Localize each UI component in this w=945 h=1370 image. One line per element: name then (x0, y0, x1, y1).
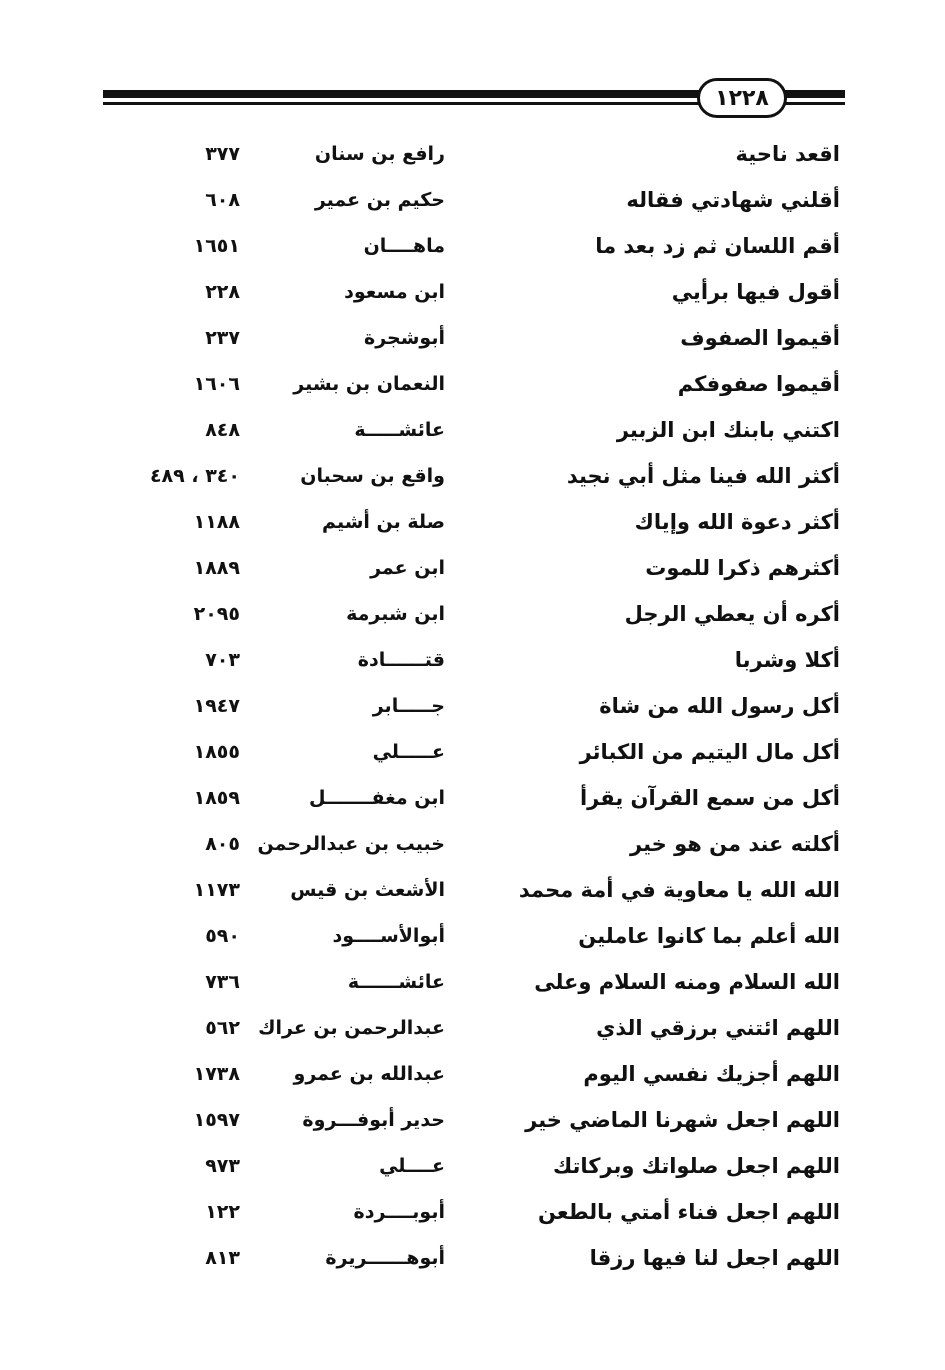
index-row (0, 544, 945, 590)
narrator-name: ابن عمر (370, 557, 445, 579)
reference-number: ١١٨٨ (193, 511, 240, 533)
narrator-name: حكيم بن عمير (314, 189, 445, 211)
reference-number: ٢٣٧ (205, 327, 240, 349)
index-row (0, 268, 945, 314)
hadith-phrase: أكل مال اليتيم من الكبائر (579, 740, 840, 764)
index-row (0, 176, 945, 222)
narrator-name: رافع بن سنان (314, 143, 445, 165)
reference-number: ١٦٥١ (193, 235, 240, 257)
index-row (0, 728, 945, 774)
index-row (0, 1188, 945, 1234)
narrator-name: عبدالله بن عمرو (293, 1063, 445, 1085)
narrator-name: خبيب بن عبدالرحمن (257, 833, 445, 855)
narrator-name: عــــلي (379, 1155, 445, 1177)
page-header (0, 0, 945, 130)
reference-number: ٩٧٣ (205, 1155, 240, 1177)
reference-number: ١١٧٣ (193, 879, 240, 901)
hadith-phrase: اللهم اجعل شهرنا الماضي خير (525, 1108, 840, 1132)
index-list (0, 130, 945, 1280)
index-row (0, 498, 945, 544)
index-row (0, 1234, 945, 1280)
hadith-phrase: أكل من سمع القرآن يقرأ (579, 786, 840, 810)
hadith-phrase: اللهم اجعل صلواتك وبركاتك (552, 1154, 840, 1178)
index-row (0, 1096, 945, 1142)
hadith-phrase: أكثر دعوة الله وإياك (634, 510, 840, 534)
index-row (0, 1142, 945, 1188)
reference-number: ٣٤٠ ، ٤٨٩ (149, 465, 240, 487)
hadith-phrase: أقم اللسان ثم زد بعد ما (595, 234, 840, 258)
hadith-phrase: الله الله يا معاوية في أمة محمد (518, 878, 840, 902)
index-row (0, 1050, 945, 1096)
hadith-phrase: اللهم ائتني برزقي الذي (596, 1016, 840, 1040)
hadith-phrase: أقول فيها برأيي (671, 280, 840, 304)
page-number: ١٢٢٨ (697, 78, 787, 118)
reference-number: ٢٠٩٥ (193, 603, 240, 625)
hadith-phrase: اللهم اجعل لنا فيها رزقا (589, 1246, 840, 1270)
narrator-name: ابن شبرمة (346, 603, 445, 625)
reference-number: ٣٧٧ (205, 143, 240, 165)
index-row (0, 958, 945, 1004)
reference-number: ١٨٥٩ (193, 787, 240, 809)
index-row (0, 314, 945, 360)
narrator-name: قتــــــادة (357, 649, 445, 671)
index-row (0, 866, 945, 912)
narrator-name: عائشــــــة (347, 971, 445, 993)
narrator-name: حدير أبوفـــروة (302, 1109, 445, 1131)
reference-number: ٨١٣ (205, 1247, 240, 1269)
hadith-phrase: أكلته عند من هو خير (630, 832, 840, 856)
index-row (0, 590, 945, 636)
narrator-name: ابن مغفـــــــل (309, 787, 445, 809)
reference-number: ١٥٩٧ (193, 1109, 240, 1131)
index-row (0, 1004, 945, 1050)
narrator-name: صلة بن أشيم (322, 511, 445, 533)
narrator-name: عائشـــــة (354, 419, 445, 441)
narrator-name: ابن مسعود (344, 281, 445, 303)
hadith-phrase: اللهم أجزيك نفسي اليوم (583, 1062, 840, 1086)
reference-number: ٢٢٨ (205, 281, 240, 303)
narrator-name: النعمان بن بشير (293, 373, 445, 395)
hadith-phrase: أكره أن يعطي الرجل (624, 602, 840, 626)
narrator-name: جـــــابر (372, 695, 445, 717)
reference-number: ٧٣٦ (205, 971, 240, 993)
index-row (0, 912, 945, 958)
reference-number: ٨٤٨ (205, 419, 240, 441)
index-row (0, 820, 945, 866)
index-row (0, 222, 945, 268)
narrator-name: أبوالأســــود (332, 925, 445, 947)
narrator-name: الأشعث بن قيس (290, 879, 445, 901)
narrator-name: أبوشجرة (364, 327, 445, 349)
narrator-name: ماهــــان (363, 235, 445, 257)
reference-number: ٨٠٥ (205, 833, 240, 855)
reference-number: ٥٦٢ (205, 1017, 240, 1039)
hadith-phrase: اكتني بابنك ابن الزبير (616, 418, 840, 442)
reference-number: ١٦٠٦ (193, 373, 240, 395)
index-row (0, 774, 945, 820)
hadith-phrase: أكثر الله فينا مثل أبي نجيد (566, 464, 840, 488)
hadith-phrase: أقلني شهادتي فقاله (626, 188, 840, 212)
index-row (0, 360, 945, 406)
narrator-name: واقع بن سحبان (300, 465, 445, 487)
hadith-phrase: الله أعلم بما كانوا عاملين (578, 924, 840, 948)
reference-number: ٧٠٣ (205, 649, 240, 671)
hadith-phrase: أكثرهم ذكرا للموت (645, 556, 840, 580)
hadith-phrase: الله السلام ومنه السلام وعلى (534, 970, 840, 994)
reference-number: ١٩٤٧ (193, 695, 240, 717)
narrator-name: أبوهــــــريرة (325, 1247, 445, 1269)
hadith-phrase: أكل رسول الله من شاة (599, 694, 840, 718)
hadith-phrase: أقيموا الصفوف (680, 326, 840, 350)
hadith-phrase: اللهم اجعل فناء أمتي بالطعن (538, 1200, 840, 1224)
reference-number: ٦٠٨ (205, 189, 240, 211)
hadith-phrase: أكلا وشربا (734, 648, 840, 672)
reference-number: ١٢٢ (205, 1201, 240, 1223)
index-row (0, 130, 945, 176)
index-row (0, 406, 945, 452)
index-row (0, 452, 945, 498)
narrator-name: عبدالرحمن بن عراك (258, 1017, 445, 1039)
reference-number: ١٨٥٥ (193, 741, 240, 763)
hadith-phrase: اقعد ناحية (735, 142, 840, 166)
index-row (0, 636, 945, 682)
narrator-name: عـــــلي (372, 741, 445, 763)
hadith-phrase: أقيموا صفوفكم (677, 372, 840, 396)
reference-number: ١٨٨٩ (193, 557, 240, 579)
reference-number: ٥٩٠ (205, 925, 240, 947)
index-row (0, 682, 945, 728)
reference-number: ١٧٣٨ (193, 1063, 240, 1085)
narrator-name: أبوبــــردة (353, 1201, 445, 1223)
